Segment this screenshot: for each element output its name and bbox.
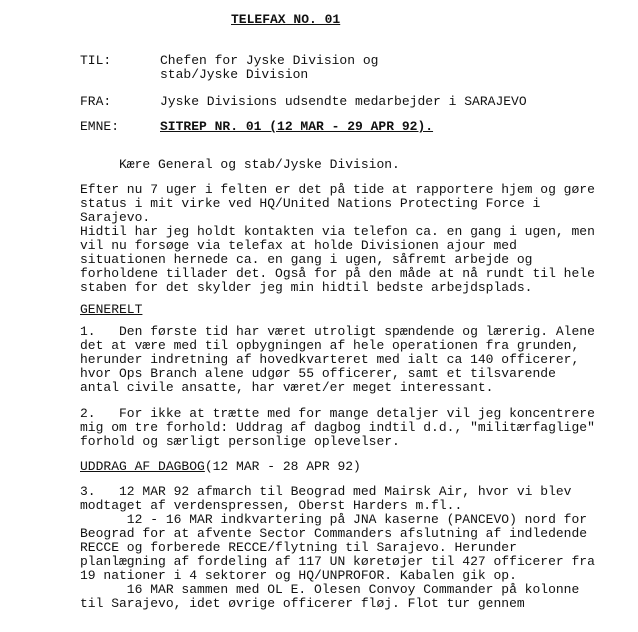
fra-label: FRA: <box>80 94 112 109</box>
paragraph-line: hvor Ops Branch alene udgør 55 officerer, samt et tilsvarende <box>80 366 556 381</box>
emne-label: EMNE: <box>80 119 120 134</box>
paragraph-line: det at være med til opbygningen af hele operationen fra grunden, <box>80 338 580 353</box>
til-label: TIL: <box>80 53 112 68</box>
intro-line: vil nu forsøge via telefax at holde Divisionen ajour med <box>80 238 517 253</box>
paragraph-line: antal civile ansatte, har været/er meget interessant. <box>80 380 494 395</box>
paragraph-line: 12 - 16 MAR indkvartering på JNA kaserne (PANCEVO) nord for <box>80 512 588 527</box>
intro-line: status i mit virke ved HQ/United Nations Protecting Force i <box>80 196 541 211</box>
greeting: Kære General og stab/Jyske Division. <box>119 157 400 172</box>
paragraph-line: Beograd for at afvente Sector Commanders afslutning af indledende <box>80 526 588 541</box>
paragraph-line: planlægning af fordeling af 117 UN køretøjer til 427 officerer fra <box>80 554 595 569</box>
paragraph-line: 2. For ikke at trætte med for mange detaljer vil jeg koncentrere <box>80 406 595 421</box>
intro-line: Hidtil har jeg holdt kontakten via telefon ca. en gang i ugen, men <box>80 224 595 239</box>
paragraph-line: forhold og særligt personlige oplevelser. <box>80 434 400 449</box>
paragraph-line: modtaget af verdenspressen, Oberst Harders m.fl.. <box>80 498 463 513</box>
emne-subject: SITREP NR. 01 (12 MAR - 29 APR 92). <box>160 119 434 134</box>
intro-line: Sarajevo. <box>80 210 151 225</box>
paragraph-line: RECCE og forberede RECCE/flytning til Sarajevo. Herunder <box>80 540 517 555</box>
paragraph-line: 16 MAR sammen med OL E. Olesen Convoy Commander på kolonne <box>80 582 580 597</box>
intro-line: situationen hernede ca. en gang i ugen, såfremt arbejde og <box>80 252 533 267</box>
paragraph-line: 3. 12 MAR 92 afmarch til Beograd med Mairsk Air, hvor vi blev <box>80 484 572 499</box>
paragraph-line: 1. Den første tid har været utroligt spændende og lærerig. Alene <box>80 324 595 339</box>
dagbog-heading-text: UDDRAG AF DAGBOG <box>80 459 205 474</box>
fra-sender: Jyske Divisions udsendte medarbejder i SARAJEVO <box>160 94 527 109</box>
intro-line: staben for det skylder jeg min hidtil bedste arbejdsplads. <box>80 280 533 295</box>
til-recipient-line-2: stab/Jyske Division <box>160 67 309 82</box>
paragraph-line: mig om tre forhold: Uddrag af dagbog indtil d.d., "militærfaglige" <box>80 420 595 435</box>
section-heading-generelt: GENERELT <box>80 302 143 317</box>
dagbog-heading-dates: (12 MAR - 28 APR 92) <box>204 459 361 474</box>
paragraph-line: herunder indretning af hovedkvarteret med ialt ca 140 officerer, <box>80 352 580 367</box>
paragraph-line: til Sarajevo, idet øvrige officerer fløj. Flot tur gennem <box>80 596 525 611</box>
section-heading-dagbog <box>80 459 361 474</box>
intro-line: forholdene tillader det. Også for på den måde at nå rundt til hele <box>80 266 595 281</box>
paragraph-line: 19 nationer i 4 sektorer og HQ/UNPROFOR. Kabalen gik op. <box>80 568 517 583</box>
intro-line: Efter nu 7 uger i felten er det på tide at rapportere hjem og gøre <box>80 182 595 197</box>
document-title: TELEFAX NO. 01 <box>231 12 341 27</box>
til-recipient-line-1: Chefen for Jyske Division og <box>160 53 379 68</box>
